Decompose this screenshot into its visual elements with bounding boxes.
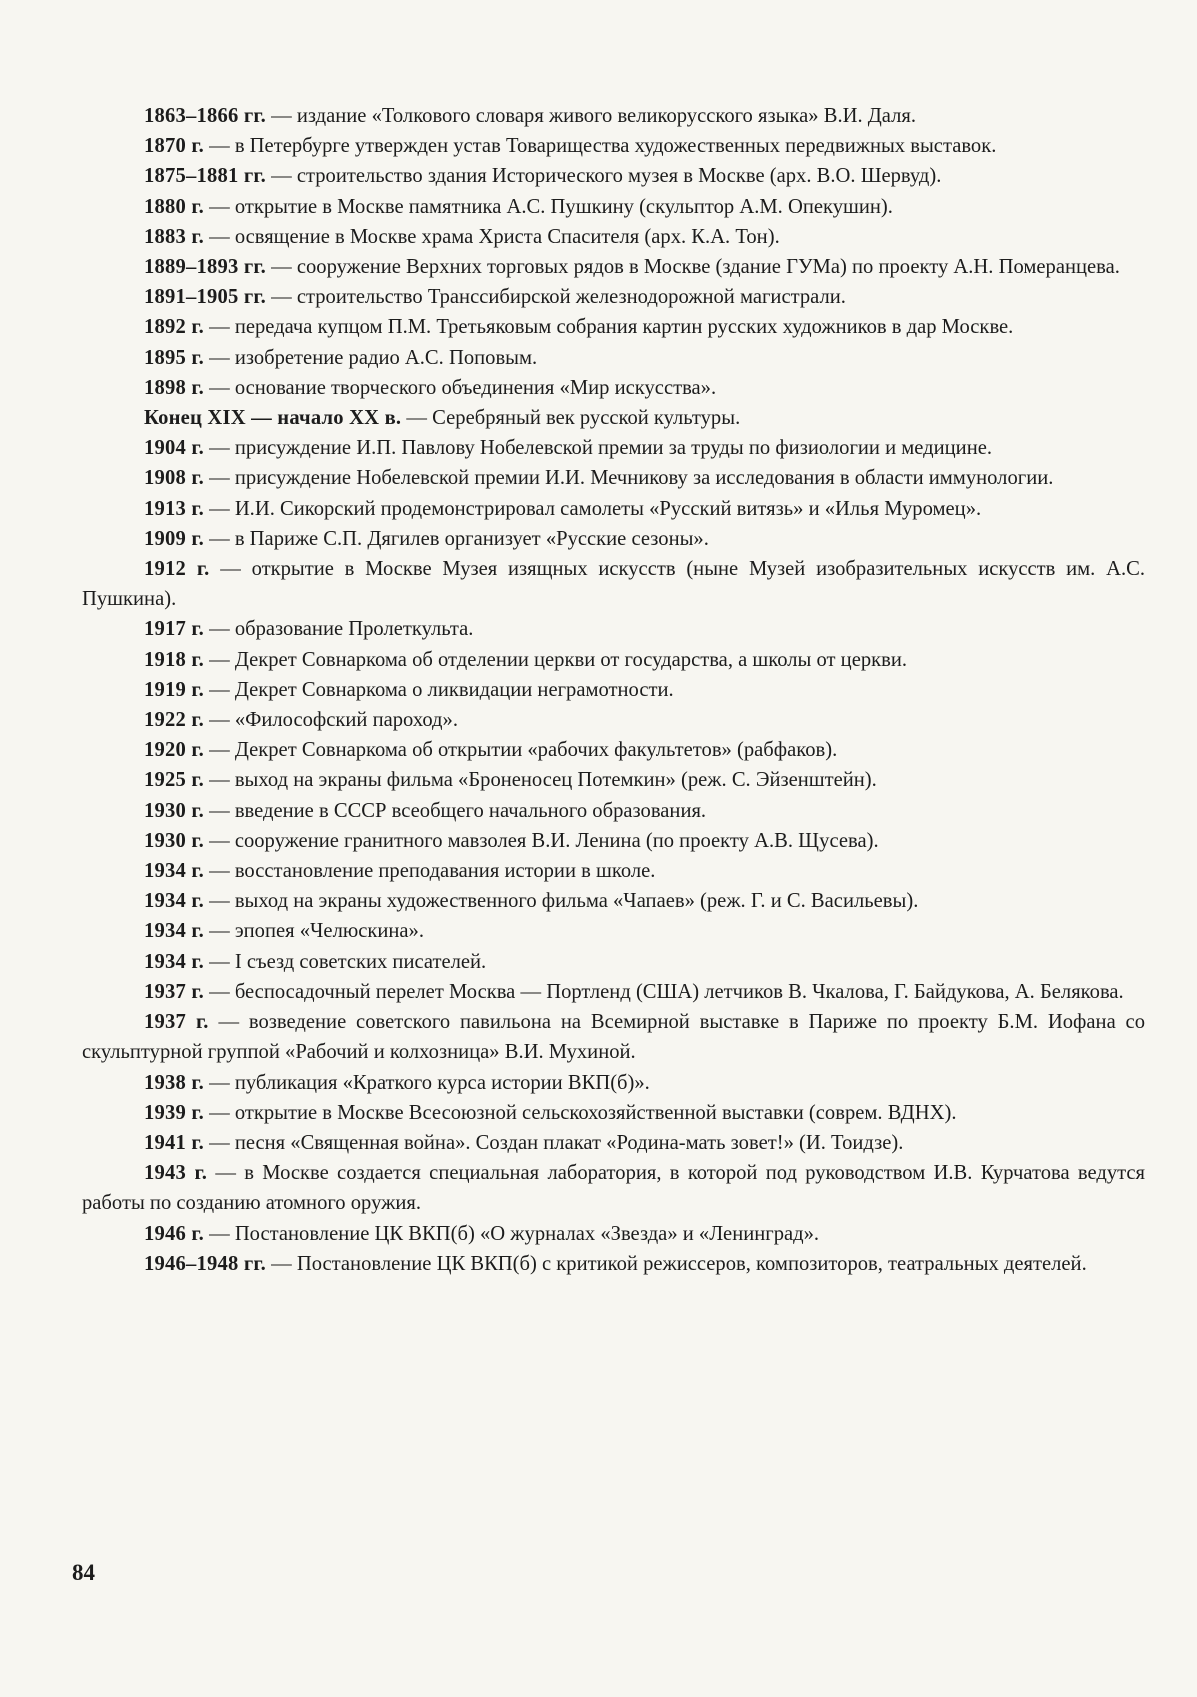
entry-date: 1939 г. (144, 1101, 204, 1124)
entry-text: — в Париже С.П. Дягилев организует «Русские сезоны». (203, 527, 709, 550)
entry-date: 1898 г. (144, 376, 204, 399)
entry-date: 1920 г. (144, 739, 204, 762)
entry-text: — образование Пролеткульта. (203, 618, 474, 641)
chronology-entry (82, 796, 1145, 826)
entry-date: 1934 г. (144, 890, 204, 913)
entry-text: — И.И. Сикорский продемонстрировал самолеты «Русский витязь» и «Илья Муромец». (203, 497, 982, 520)
chronology-entry (82, 977, 1145, 1007)
chronology-entry (82, 101, 1145, 131)
chronology-entry (82, 433, 1145, 463)
chronology-entry (82, 1158, 1145, 1218)
chronology-entry (82, 1007, 1145, 1067)
entry-date: 1941 г. (144, 1131, 204, 1154)
entry-text: — публикация «Краткого курса истории ВКП(б)». (203, 1071, 650, 1094)
entry-text: — Декрет Совнаркома об отделении церкви от государства, а школы от церкви. (203, 648, 908, 671)
chronology-entry (82, 1219, 1145, 1249)
entry-date: 1934 г. (144, 920, 204, 943)
chronology-entry (82, 463, 1145, 493)
entry-text: — строительство Транссибирской железнодорожной магистрали. (265, 286, 846, 309)
entry-date: 1863–1866 гг. (144, 105, 266, 127)
entry-date: 1925 г. (144, 769, 204, 792)
entry-date: 1870 г. (144, 135, 204, 158)
chronology-entry (82, 735, 1145, 765)
entry-text: — присуждение Нобелевской премии И.И. Мечникову за исследования в области иммунологии. (203, 467, 1054, 490)
entry-text: — Постановление ЦК ВКП(б) «О журналах «Звезда» и «Ленинград». (203, 1222, 820, 1245)
chronology-entry (82, 1249, 1145, 1279)
chronology-entry (82, 856, 1145, 886)
entry-date: 1889–1893 гг. (144, 256, 266, 279)
entry-date: 1922 г. (144, 709, 204, 732)
entry-text: — открытие в Москве Всесоюзной сельскохозяйственной выставки (соврем. ВДНХ). (203, 1101, 957, 1124)
entry-date: 1919 г. (144, 678, 204, 701)
entry-text: — основание творческого объединения «Мир искусства». (203, 376, 717, 399)
chronology-entry (82, 645, 1145, 675)
chronology-entry (82, 403, 1145, 433)
entry-date: 1875–1881 гг. (144, 165, 266, 188)
chronology-entry (82, 282, 1145, 312)
entry-date: 1946 г. (144, 1222, 204, 1245)
entry-date: 1943 г. (144, 1162, 208, 1185)
chronology-entry (82, 312, 1145, 342)
chronology-entry (82, 373, 1145, 403)
entry-date: 1930 г. (144, 829, 204, 852)
chronology-entry (82, 675, 1145, 705)
entry-text: — в Петербурге утвержден устав Товарищества художественных передвижных выставок. (203, 135, 997, 158)
chronology-entry (82, 1128, 1145, 1158)
entry-date: 1908 г. (144, 467, 204, 490)
entry-date: 1937 г. (144, 980, 204, 1003)
entry-text: — Серебряный век русской культуры. (401, 407, 741, 430)
entry-text: — присуждение И.П. Павлову Нобелевской премии за труды по физиологии и медицине. (203, 437, 993, 460)
entry-text: — возведение советского павильона на Всемирной выставке в Париже по проекту Б.М. Иофана со скульптурной группой «Рабочий и колхозница» В.И. Мухиной. (82, 1011, 1145, 1064)
chronology-entry (82, 1068, 1145, 1098)
entry-text: — сооружение Верхних торговых рядов в Москве (здание ГУМа) по проекту А.Н. Померанцева. (265, 256, 1120, 279)
chronology-entry (82, 343, 1145, 373)
entry-date: 1913 г. (144, 497, 204, 520)
entry-text: — Постановление ЦК ВКП(б) с критикой режиссеров, композиторов, театральных деятелей. (265, 1252, 1087, 1275)
chronology-entry (82, 826, 1145, 856)
chronology-entry (82, 916, 1145, 946)
entry-text: — введение в СССР всеобщего начального образования. (203, 799, 707, 822)
entry-date: 1917 г. (144, 618, 204, 641)
chronology-entry (82, 192, 1145, 222)
entry-text: — издание «Толкового словаря живого великорусского языка» В.И. Даля. (265, 105, 917, 127)
chronology-entry (82, 131, 1145, 161)
entry-date: 1891–1905 гг. (144, 286, 266, 309)
chronology-entry (82, 705, 1145, 735)
chronology-entry (82, 161, 1145, 191)
entry-date: 1909 г. (144, 527, 204, 550)
entry-text: — в Москве создается специальная лаборатория, в которой под руководством И.В. Курчатова ведутся работы по созданию атомного оружия. (82, 1162, 1145, 1215)
chronology-entry (82, 947, 1145, 977)
entry-date: Конец XIX — начало XX в. (144, 407, 402, 430)
entry-text: — освящение в Москве храма Христа Спасителя (арх. К.А. Тон). (203, 225, 780, 248)
chronology-entry (82, 252, 1145, 282)
entry-text: — «Философский пароход». (203, 709, 458, 732)
entry-date: 1912 г. (144, 558, 210, 581)
chronology-entry (82, 765, 1145, 795)
entry-text: — Декрет Совнаркома о ликвидации неграмотности. (203, 678, 674, 701)
chronology-entry (82, 1098, 1145, 1128)
entry-date: 1880 г. (144, 195, 204, 218)
entry-text: — I съезд советских писателей. (203, 950, 487, 973)
entry-text: — Декрет Совнаркома об открытии «рабочих факультетов» (рабфаков). (203, 739, 838, 762)
entry-date: 1883 г. (144, 225, 204, 248)
entry-text: — восстановление преподавания истории в школе. (203, 860, 656, 883)
entry-text: — эпопея «Челюскина». (203, 920, 425, 943)
entry-text: — открытие в Москве памятника А.С. Пушкину (скульптор А.М. Опекушин). (203, 195, 893, 218)
page-number: 84 (72, 1560, 95, 1585)
entry-date: 1946–1948 гг. (144, 1252, 266, 1275)
entry-text: — передача купцом П.М. Третьяковым собрания картин русских художников в дар Москве. (203, 316, 1014, 339)
entry-date: 1934 г. (144, 950, 204, 973)
entry-date: 1930 г. (144, 799, 204, 822)
chronology-entry (82, 886, 1145, 916)
entry-text: — беспосадочный перелет Москва — Портленд (США) летчиков В. Чкалова, Г. Байдукова, А. Белякова. (203, 980, 1124, 1003)
entry-text: — выход на экраны фильма «Броненосец Потемкин» (реж. С. Эйзенштейн). (203, 769, 877, 792)
entry-text: — изобретение радио А.С. Поповым. (203, 346, 538, 369)
entry-text: — выход на экраны художественного фильма «Чапаев» (реж. Г. и С. Васильевы). (203, 890, 919, 913)
chronology-entry (82, 614, 1145, 644)
entry-date: 1934 г. (144, 860, 204, 883)
entry-date: 1937 г. (144, 1011, 209, 1034)
entry-date: 1938 г. (144, 1071, 204, 1094)
chronology-entry (82, 524, 1145, 554)
entry-text: — песня «Священная война». Создан плакат «Родина-мать зовет!» (И. Тоидзе). (203, 1131, 904, 1154)
chronology-list (82, 101, 1145, 1279)
entry-date: 1918 г. (144, 648, 204, 671)
chronology-entry (82, 554, 1145, 614)
entry-text: — сооружение гранитного мавзолея В.И. Ленина (по проекту А.В. Щусева). (203, 829, 879, 852)
chronology-entry (82, 494, 1145, 524)
chronology-entry (82, 222, 1145, 252)
entry-text: — открытие в Москве Музея изящных искусств (ныне Музей изобразительных искусств им. А.С. Пушкина). (82, 558, 1145, 611)
entry-date: 1904 г. (144, 437, 204, 460)
entry-date: 1895 г. (144, 346, 204, 369)
entry-date: 1892 г. (144, 316, 204, 339)
entry-text: — строительство здания Исторического музея в Москве (арх. В.О. Шервуд). (265, 165, 942, 188)
